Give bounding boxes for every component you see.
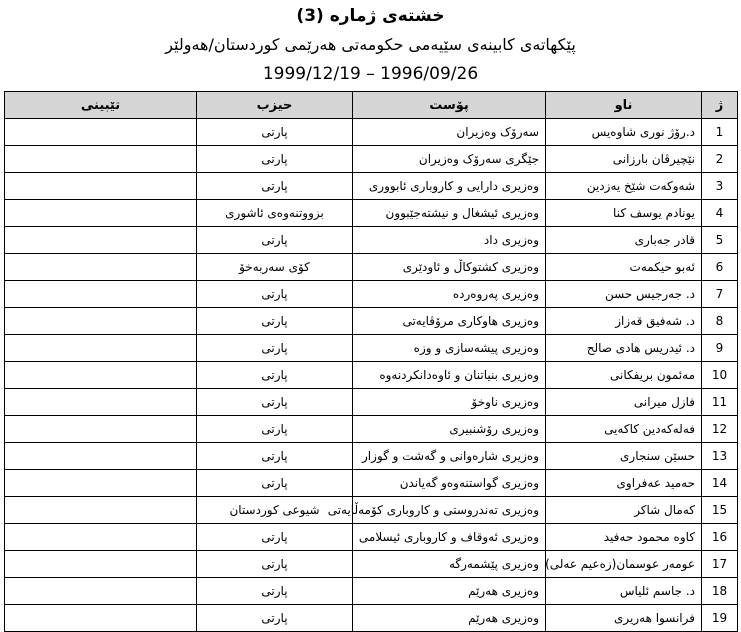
row-number-cell: 7 <box>702 281 738 308</box>
row-number-cell: 11 <box>702 389 738 416</box>
row-number-cell: 16 <box>702 524 738 551</box>
member-party-cell: پارتی <box>197 362 353 389</box>
table-row <box>5 200 738 227</box>
table-body <box>5 119 738 632</box>
row-number-cell: 15 <box>702 497 738 524</box>
member-party-cell: پارتی <box>197 524 353 551</box>
table-row <box>5 173 738 200</box>
member-post-cell: وەزیری هاوکاری مرۆڤایەتی <box>353 308 546 335</box>
member-party-cell: شیوعی کوردستان <box>197 497 353 524</box>
member-notes-cell <box>5 254 197 281</box>
column-header-post: پۆست <box>353 92 546 119</box>
row-number-cell: 6 <box>702 254 738 281</box>
row-number-cell: 1 <box>702 119 738 146</box>
member-post-cell: وەزیری گواستنەوەو گەیاندن <box>353 470 546 497</box>
member-party-cell: پارتی <box>197 470 353 497</box>
member-name-cell: د. جەرجیس حسن <box>546 281 702 308</box>
member-notes-cell <box>5 362 197 389</box>
member-name-cell: فرانسوا هەریری <box>546 605 702 632</box>
member-name-cell: فازل میرانی <box>546 389 702 416</box>
member-party-cell: کۆی سەربەخۆ <box>197 254 353 281</box>
member-post-cell: جێگری سەرۆک وەزیران <box>353 146 546 173</box>
member-name-cell: حسێن سنجاری <box>546 443 702 470</box>
member-notes-cell <box>5 308 197 335</box>
table-row <box>5 146 738 173</box>
member-notes-cell <box>5 389 197 416</box>
member-post-cell: وەزیری ئەوقاف و کاروباری ئیسلامی <box>353 524 546 551</box>
table-row <box>5 443 738 470</box>
row-number-cell: 19 <box>702 605 738 632</box>
member-post-cell: وەزیری شارەوانی و گەشت و گوزار <box>353 443 546 470</box>
table-row <box>5 524 738 551</box>
table-row <box>5 605 738 632</box>
member-post-cell: وەزیری هەرێم <box>353 605 546 632</box>
member-notes-cell <box>5 335 197 362</box>
row-number-cell: 13 <box>702 443 738 470</box>
member-name-cell: د. شەفیق قەزاز <box>546 308 702 335</box>
member-notes-cell <box>5 173 197 200</box>
row-number-cell: 17 <box>702 551 738 578</box>
table-row <box>5 578 738 605</box>
member-party-cell: پارتی <box>197 551 353 578</box>
member-name-cell: فەلەکەدین کاکەیی <box>546 416 702 443</box>
row-number-cell: 12 <box>702 416 738 443</box>
member-notes-cell <box>5 281 197 308</box>
member-party-cell: پارتی <box>197 416 353 443</box>
cabinet-table <box>4 91 738 632</box>
table-header-row <box>5 92 738 119</box>
table-row <box>5 389 738 416</box>
table-row <box>5 335 738 362</box>
member-post-cell: سەرۆک وەزیران <box>353 119 546 146</box>
row-number-cell: 2 <box>702 146 738 173</box>
row-number-cell: 4 <box>702 200 738 227</box>
member-name-cell: یونادم یوسف کنا <box>546 200 702 227</box>
member-name-cell: د. جاسم ئلیاس <box>546 578 702 605</box>
member-name-cell: ئەبو حیکمەت <box>546 254 702 281</box>
member-notes-cell <box>5 200 197 227</box>
member-notes-cell <box>5 578 197 605</box>
member-post-cell: وەزیری داد <box>353 227 546 254</box>
member-name-cell: کاوە محمود حەفید <box>546 524 702 551</box>
table-row <box>5 119 738 146</box>
member-post-cell: وەزیری بنیاتنان و ئاوەدانکردنەوە <box>353 362 546 389</box>
member-name-cell: حەمید عەفراوی <box>546 470 702 497</box>
member-party-cell: پارتی <box>197 389 353 416</box>
member-party-cell: پارتی <box>197 227 353 254</box>
member-post-cell: وەزیری پێشمەرگە <box>353 551 546 578</box>
row-number-cell: 18 <box>702 578 738 605</box>
column-header-name: ناو <box>546 92 702 119</box>
row-number-cell: 5 <box>702 227 738 254</box>
member-party-cell: پارتی <box>197 605 353 632</box>
member-notes-cell <box>5 443 197 470</box>
member-post-cell: وەزیری هەرێم <box>353 578 546 605</box>
row-number-cell: 3 <box>702 173 738 200</box>
member-notes-cell <box>5 227 197 254</box>
member-post-cell: وەزیری پەروەردە <box>353 281 546 308</box>
member-post-cell: وەزیری ئیشغال و نیشتەجێبوون <box>353 200 546 227</box>
column-header-party: حیزب <box>197 92 353 119</box>
member-notes-cell <box>5 497 197 524</box>
member-post-cell: وەزیری ناوخۆ <box>353 389 546 416</box>
member-notes-cell <box>5 146 197 173</box>
member-party-cell: پارتی <box>197 308 353 335</box>
member-name-cell: عومەر عوسمان(زەعیم عەلی) <box>546 551 702 578</box>
member-post-cell: وەزیری رۆشنبیری <box>353 416 546 443</box>
member-name-cell: نێچیرڤان بارزانی <box>546 146 702 173</box>
member-party-cell: پارتی <box>197 119 353 146</box>
member-name-cell: شەوکەت شێخ یەزدین <box>546 173 702 200</box>
member-post-cell: وەزیری پیشەسازی و وزە <box>353 335 546 362</box>
row-number-cell: 14 <box>702 470 738 497</box>
member-notes-cell <box>5 605 197 632</box>
row-number-cell: 9 <box>702 335 738 362</box>
member-party-cell: پارتی <box>197 281 353 308</box>
member-post-cell: وەزیری دارایی و کاروباری ئابووری <box>353 173 546 200</box>
member-party-cell: پارتی <box>197 578 353 605</box>
member-name-cell: د.رۆژ نوری شاوەیس <box>546 119 702 146</box>
column-header-notes: تێبینی <box>5 92 197 119</box>
row-number-cell: 8 <box>702 308 738 335</box>
member-notes-cell <box>5 119 197 146</box>
member-name-cell: مەئمون بریفکانی <box>546 362 702 389</box>
table-row <box>5 362 738 389</box>
table-row <box>5 254 738 281</box>
document-subtitle: پێکهاتەی کابینەی سێیەمی حکومەتی هەرێمی کوردستان/هەولێر <box>165 35 576 54</box>
member-post-cell: وەزیری تەندروستی و کاروباری کۆمەڵایەتی <box>353 497 546 524</box>
table-row <box>5 416 738 443</box>
member-notes-cell <box>5 524 197 551</box>
member-name-cell: قادر جەباری <box>546 227 702 254</box>
table-row <box>5 227 738 254</box>
member-party-cell: پارتی <box>197 335 353 362</box>
row-number-cell: 10 <box>702 362 738 389</box>
member-party-cell: بزووتنەوەی ئاشوری <box>197 200 353 227</box>
member-party-cell: پارتی <box>197 146 353 173</box>
member-party-cell: پارتی <box>197 173 353 200</box>
table-row <box>5 551 738 578</box>
table-row <box>5 497 738 524</box>
member-notes-cell <box>5 470 197 497</box>
date-range: 1999/12/19 – 1996/09/26 <box>262 64 479 84</box>
member-party-cell: پارتی <box>197 443 353 470</box>
member-name-cell: کەمال شاکر <box>546 497 702 524</box>
member-post-cell: وەزیری کشتوکاڵ و ئاودێری <box>353 254 546 281</box>
document-title: خشتەی ژمارە (3) <box>296 6 445 26</box>
table-row <box>5 470 738 497</box>
table-row <box>5 308 738 335</box>
member-name-cell: د. ئیدریس هادی صالح <box>546 335 702 362</box>
member-notes-cell <box>5 551 197 578</box>
column-header-number: ژ <box>702 92 738 119</box>
member-notes-cell <box>5 416 197 443</box>
table-row <box>5 281 738 308</box>
